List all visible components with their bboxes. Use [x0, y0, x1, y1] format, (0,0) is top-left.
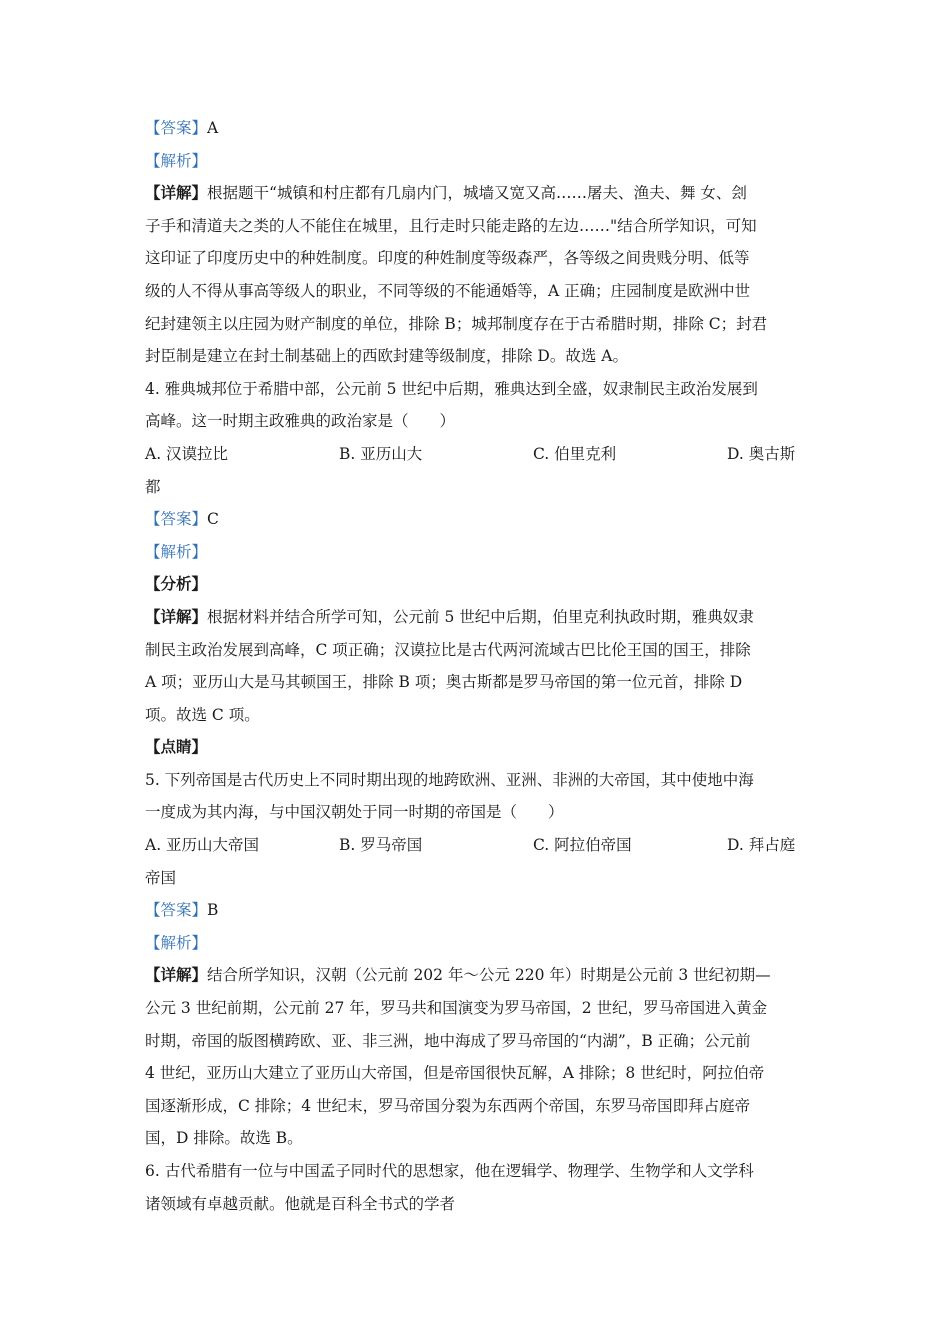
q4-options [145, 438, 810, 471]
q5-stem-line-2: 一度成为其内海，与中国汉朝处于同一时期的帝国是（ ） [145, 803, 564, 822]
document-page [145, 112, 810, 1220]
q4-dianjing-tag: 【点睛】 [145, 737, 208, 757]
q3-detail-line-5: 纪封建领主以庄园为财产制度的单位，排除 B；城邦制度存在于古希腊时期，排除 C；封君 [145, 314, 768, 333]
q3-detail-line-1 [145, 177, 810, 210]
q4-answer-line [145, 503, 810, 536]
q3-detail-line-2: 子手和清道夫之类的人不能住在城里，且行走时只能走路的左边……"结合所学知识，可知 [145, 216, 757, 235]
q6-stem-line-2: 诸领域有卓越贡献。他就是百科全书式的学者 [145, 1194, 456, 1213]
q4-detail-line-3: A 项；亚历山大是马其顿国王，排除 B 项；奥古斯都是罗马帝国的第一位元首，排除 D [145, 673, 743, 692]
q4-option-c: C. 伯里克利 [533, 444, 617, 463]
q5-stem-line-1: 5. 下列帝国是古代历史上不同时期出现的地跨欧洲、亚洲、非洲的大帝国，其中使地中海 [145, 770, 754, 789]
q5-detail-line-6: 国，D 排除。故选 B。 [145, 1129, 303, 1148]
q5-detail-line-3: 时期，帝国的版图横跨欧、亚、非三洲，地中海成了罗马帝国的“内湖”，B 正确；公元前 [145, 1031, 751, 1050]
q4-option-a: A. 汉谟拉比 [145, 444, 229, 463]
q5-detail-line-2: 公元 3 世纪前期，公元前 27 年，罗马共和国演变为罗马帝国，2 世纪，罗马帝国进入黄金 [145, 999, 768, 1018]
q5-option-d: D. 拜占庭 [727, 836, 796, 855]
q5-option-wrap: 帝国 [145, 868, 177, 887]
answer-tag: 【答案】 [145, 901, 208, 920]
q3-detail-line-6: 封臣制是建立在封土制基础上的西欧封建等级制度，排除 D。故选 A。 [145, 347, 628, 366]
q3-answer-line [145, 112, 810, 145]
q5-option-a: A. 亚历山大帝国 [145, 836, 260, 855]
answer-value: C [207, 510, 219, 529]
detail-tag: 【详解】 [145, 183, 208, 203]
detail-text: 结合所学知识，汉朝（公元前 202 年～公元 220 年）时期是公元前 3 世纪初期— [207, 966, 771, 985]
q5-detail-line-4: 4 世纪，亚历山大建立了亚历山大帝国，但是帝国很快瓦解，A 排除；8 世纪时，阿拉伯帝 [145, 1064, 765, 1083]
answer-value: A [207, 119, 219, 137]
q3-detail-line-3: 这印证了印度历史中的种姓制度。印度的种姓制度等级森严，各等级之间贵贱分明、低等 [145, 249, 750, 268]
q5-detail-line-1 [145, 959, 810, 992]
q5-answer-line [145, 894, 810, 927]
q5-option-b: B. 罗马帝国 [339, 836, 423, 855]
q5-analysis-tag: 【解析】 [145, 933, 208, 952]
detail-tag: 【详解】 [145, 965, 208, 985]
detail-text: 根据材料并结合所学可知，公元前 5 世纪中后期，伯里克利执政时期，雅典奴隶 [207, 607, 754, 626]
answer-tag: 【答案】 [145, 510, 208, 529]
q6-stem-line-1: 6. 古代希腊有一位与中国孟子同时代的思想家，他在逻辑学、物理学、生物学和人文学科 [145, 1162, 754, 1180]
q4-option-wrap: 都 [145, 477, 161, 496]
q3-detail-line-4: 级的人不得从事高等级人的职业，不同等级的不能通婚等，A 正确；庄园制度是欧洲中世 [145, 281, 751, 300]
answer-tag: 【答案】 [145, 119, 208, 137]
q4-option-b: B. 亚历山大 [339, 444, 423, 463]
q4-stem-line-1: 4. 雅典城邦位于希腊中部，公元前 5 世纪中后期，雅典达到全盛，奴隶制民主政治发展到 [145, 379, 758, 398]
detail-tag: 【详解】 [145, 606, 208, 626]
q4-stem-line-2: 高峰。这一时期主政雅典的政治家是（ ） [145, 412, 456, 431]
q4-detail-line-2: 制民主政治发展到高峰，C 项正确；汉谟拉比是古代两河流域古巴比伦王国的国王，排除 [145, 640, 751, 659]
q4-detail-line-1 [145, 601, 810, 634]
q3-analysis-tag: 【解析】 [145, 151, 208, 170]
q4-detail-line-4: 项。故选 C 项。 [145, 705, 260, 724]
q4-fenxi-tag: 【分析】 [145, 574, 208, 594]
q5-detail-line-5: 国逐渐形成，C 排除；4 世纪末，罗马帝国分裂为东西两个帝国，东罗马帝国即拜占庭帝 [145, 1096, 751, 1115]
answer-value: B [207, 901, 219, 920]
q5-options [145, 829, 810, 862]
q4-option-d: D. 奥古斯 [727, 444, 796, 463]
q4-analysis-tag: 【解析】 [145, 542, 208, 561]
detail-text: 根据题干“城镇和村庄都有几扇内门，城墙又宽又高……屠夫、渔夫、舞 女、刽 [207, 184, 747, 203]
q5-option-c: C. 阿拉伯帝国 [533, 836, 632, 855]
